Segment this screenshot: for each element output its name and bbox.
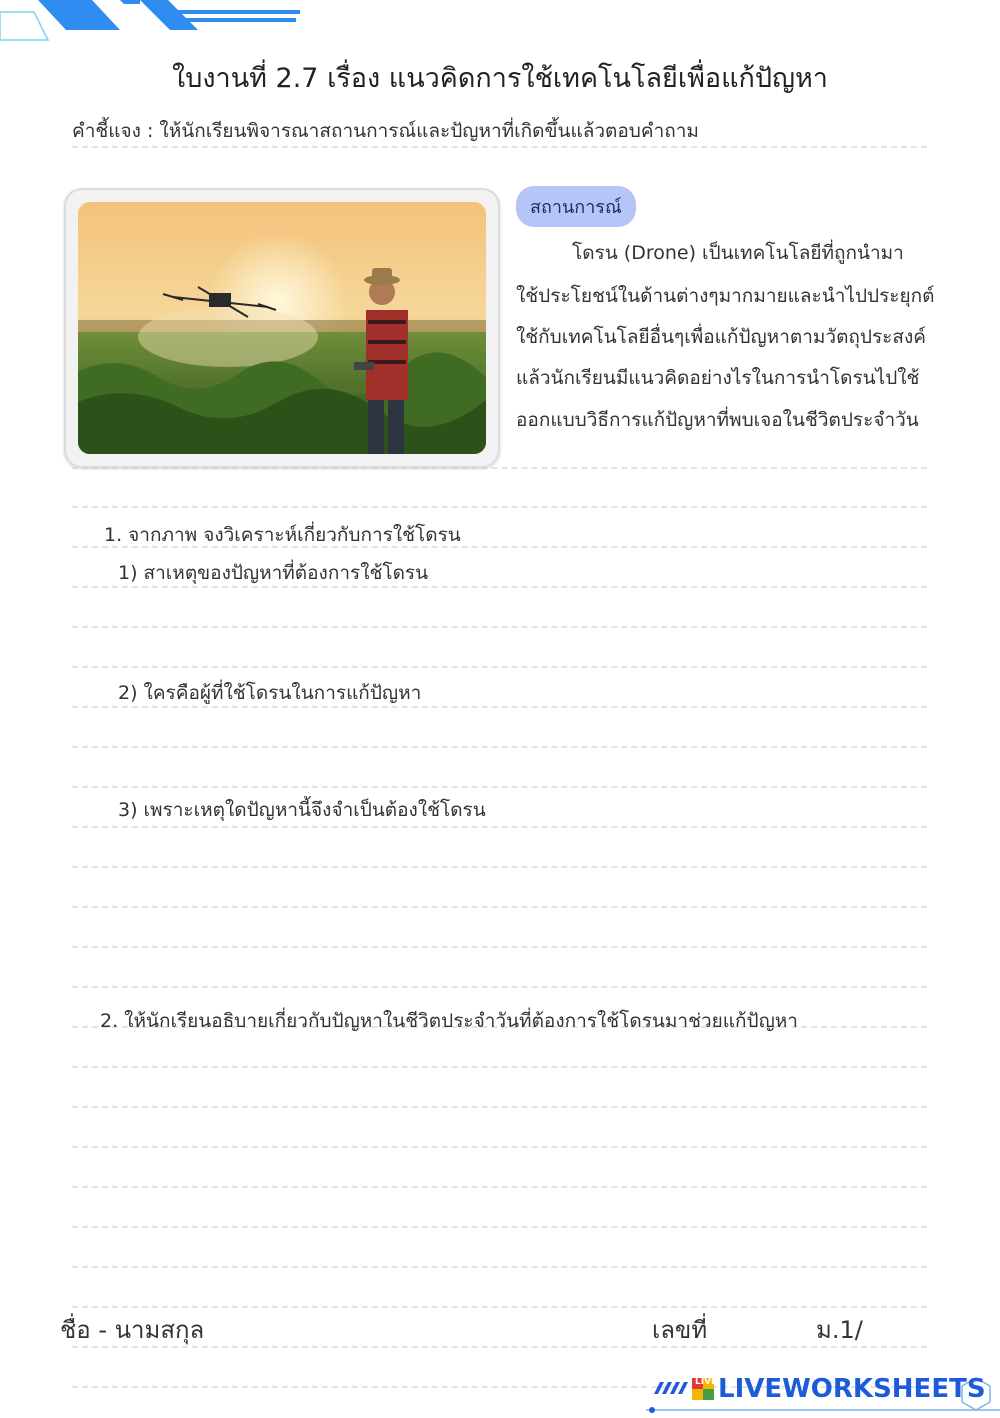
number-label: เลขที่ bbox=[652, 1316, 708, 1344]
header-decoration bbox=[0, 0, 310, 46]
question-1-3: 3) เพราะเหตุใดปัญหานี้จึงจำเป็นต้องใช้โดรน bbox=[118, 799, 486, 821]
logo-text: LIVEWORKSHEETS bbox=[718, 1374, 986, 1404]
question-1-1: 1) สาเหตุของปัญหาที่ต้องการใช้โดรน bbox=[118, 562, 429, 584]
situation-line: ออกแบบวิธีการแก้ปัญหาที่พบเจอในชีวิตประจำวัน bbox=[516, 409, 919, 431]
instructions: คำชี้แจง : ให้นักเรียนพิจารณาสถานการณ์และปัญหาที่เกิดขึ้นแล้วตอบคำถาม bbox=[72, 120, 699, 142]
class-label: ม.1/ bbox=[816, 1316, 863, 1344]
drone-farm-photo bbox=[78, 202, 486, 454]
question-1-heading: 1. จากภาพ จงวิเคราะห์เกี่ยวกับการใช้โดรน bbox=[104, 524, 461, 546]
name-label: ชื่อ - นามสกุล bbox=[60, 1316, 205, 1344]
photo-frame bbox=[64, 188, 500, 468]
liveworksheets-logo bbox=[646, 1374, 1000, 1414]
situation-line: ใช้กับเทคโนโลยีอื่นๆเพื่อแก้ปัญหาตามวัตถุประสงค์ bbox=[516, 326, 926, 348]
worksheet-title: ใบงานที่ 2.7 เรื่อง แนวคิดการใช้เทคโนโลยีเพื่อแก้ปัญหา bbox=[172, 63, 828, 94]
situation-line: แล้วนักเรียนมีแนวคิดอย่างไรในการนำโดรนไปใช้ bbox=[516, 367, 920, 389]
logo-icon-letters: LIVE bbox=[695, 1377, 718, 1387]
question-1-2: 2) ใครคือผู้ที่ใช้โดรนในการแก้ปัญหา bbox=[118, 682, 422, 704]
situation-line: ใช้ประโยชน์ในด้านต่างๆมากมายและนำไปประยุกต์ bbox=[516, 285, 935, 307]
situation-line: โดรน (Drone) เป็นเทคโนโลยีที่ถูกนำมา bbox=[572, 242, 904, 264]
question-2: 2. ให้นักเรียนอธิบายเกี่ยวกับปัญหาในชีวิตประจำวันที่ต้องการใช้โดรนมาช่วยแก้ปัญหา bbox=[100, 1010, 798, 1032]
situation-label: สถานการณ์ bbox=[516, 186, 636, 227]
